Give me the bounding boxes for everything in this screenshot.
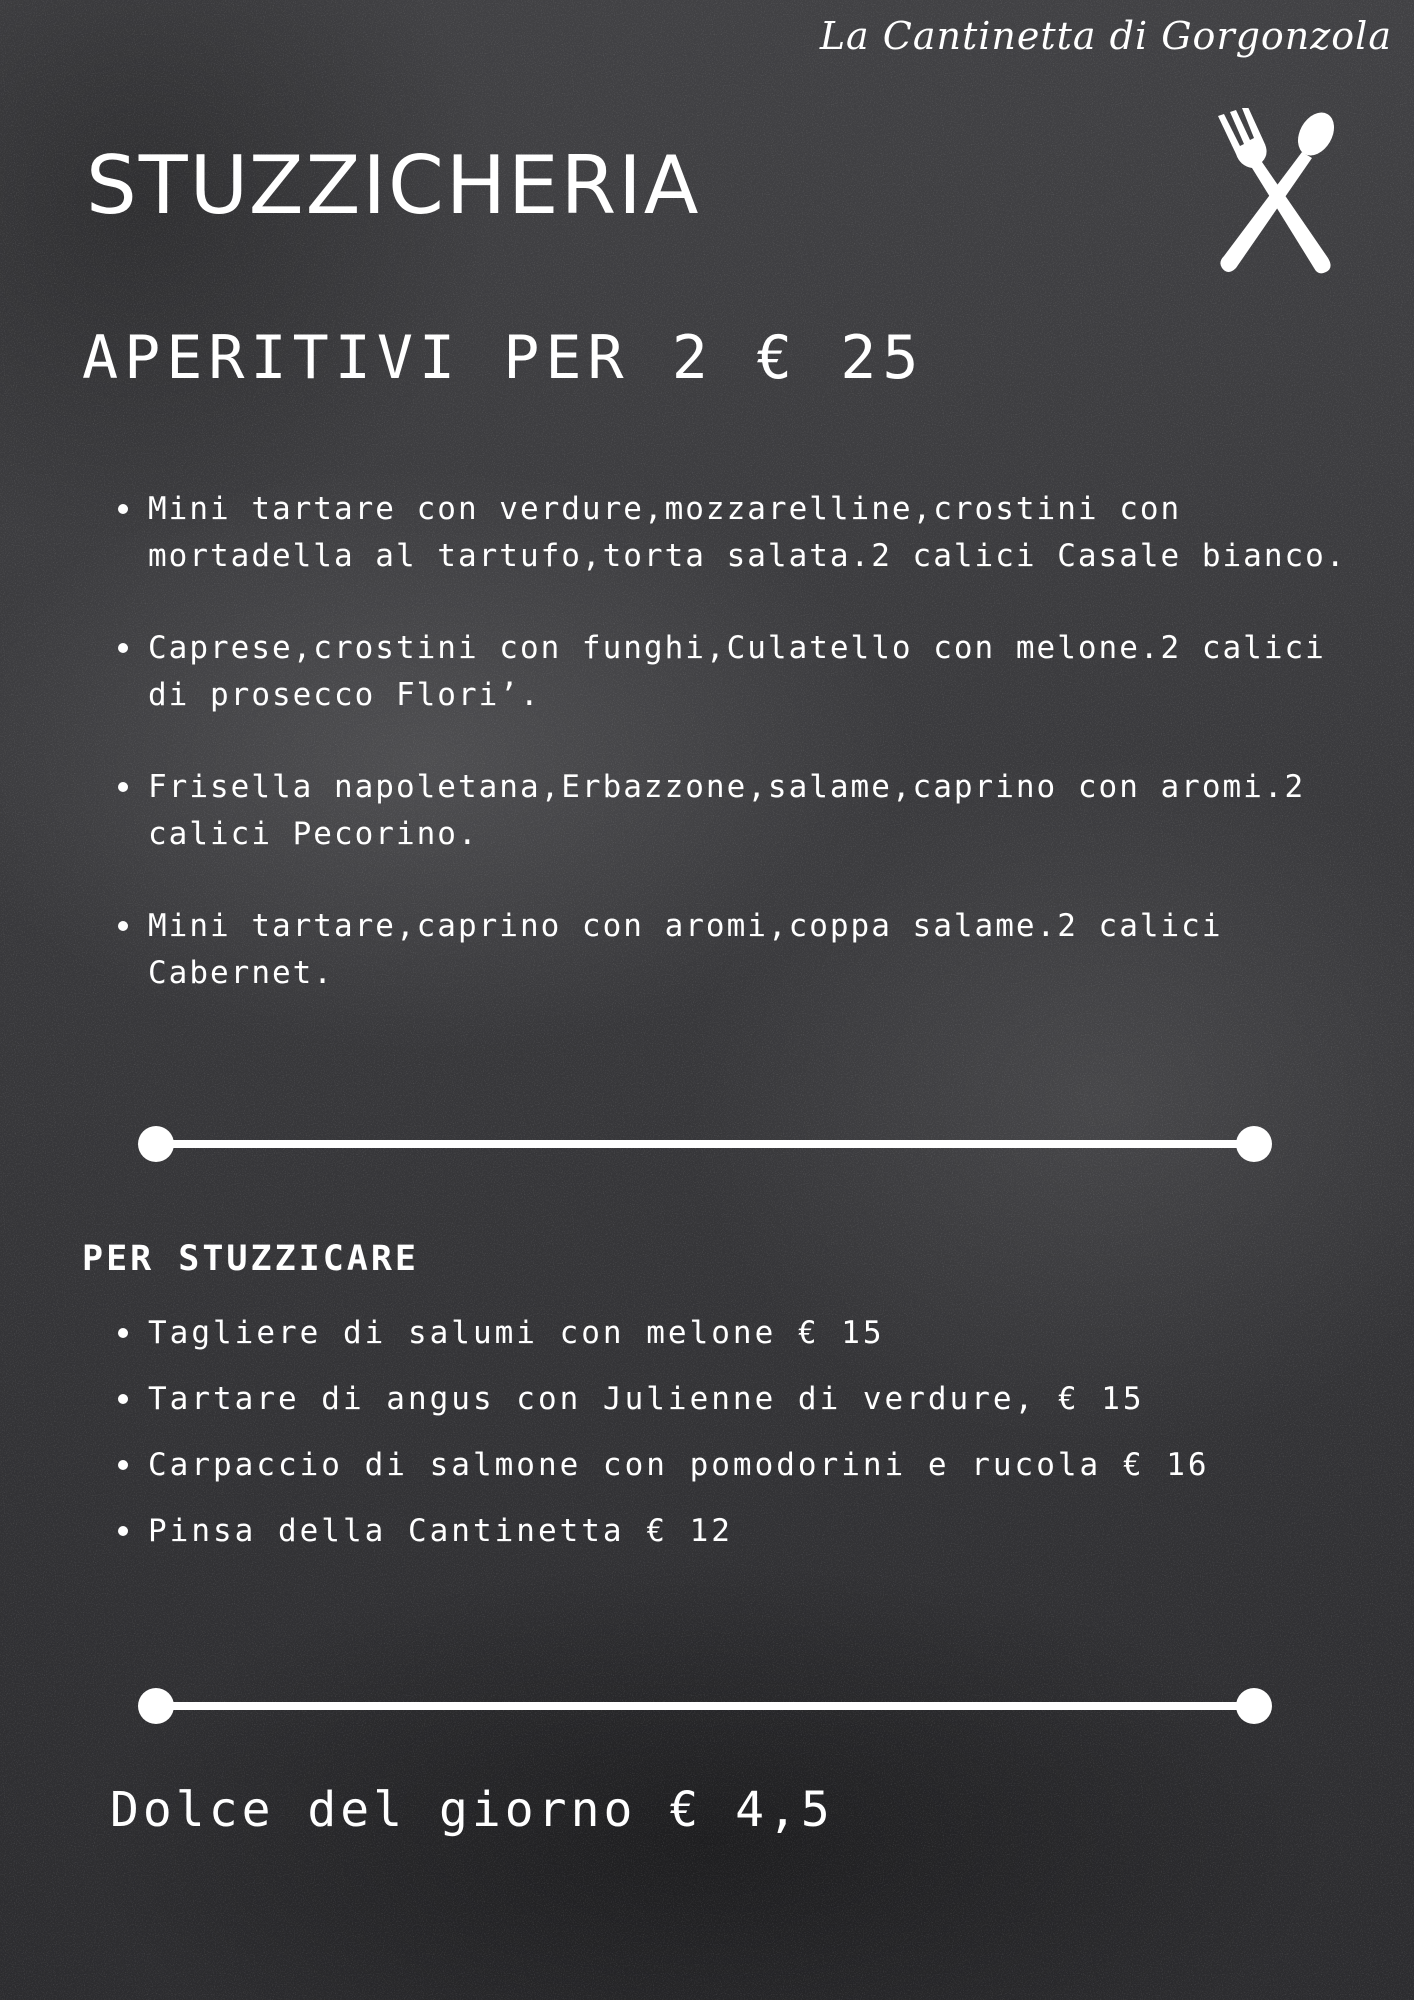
list-item: Mini tartare con verdure,mozzarelline,crostini con mortadella al tartufo,torta salata.2 calici Casale bianco. bbox=[82, 486, 1382, 579]
section-divider bbox=[156, 1688, 1254, 1724]
fork-and-spoon-icon bbox=[1212, 108, 1338, 276]
divider-line bbox=[156, 1140, 1254, 1148]
stuzzicare-list bbox=[82, 1306, 1382, 1570]
list-item: Frisella napoletana,Erbazzone,salame,caprino con aromi.2 calici Pecorino. bbox=[82, 764, 1382, 857]
dessert-of-the-day: Dolce del giorno € 4,5 bbox=[110, 1782, 834, 1838]
section-divider bbox=[156, 1126, 1254, 1162]
aperitivi-list bbox=[82, 486, 1382, 1042]
list-item: Pinsa della Cantinetta € 12 bbox=[82, 1504, 1382, 1558]
divider-endpoint bbox=[138, 1688, 174, 1724]
divider-line bbox=[156, 1702, 1254, 1710]
restaurant-logo: La Cantinetta di Gorgonzola bbox=[819, 14, 1392, 58]
divider-endpoint bbox=[138, 1126, 174, 1162]
divider-endpoint bbox=[1236, 1688, 1272, 1724]
aperitivi-heading: APERITIVI PER 2 € 25 bbox=[82, 323, 925, 393]
list-item: Mini tartare,caprino con aromi,coppa salame.2 calici Cabernet. bbox=[82, 903, 1382, 996]
stuzzicare-heading: PER STUZZICARE bbox=[82, 1239, 420, 1279]
list-item: Caprese,crostini con funghi,Culatello con melone.2 calici di prosecco Flori’. bbox=[82, 625, 1382, 718]
list-item: Tagliere di salumi con melone € 15 bbox=[82, 1306, 1382, 1360]
page-title: STUZZICHERIA bbox=[86, 139, 701, 232]
divider-endpoint bbox=[1236, 1126, 1272, 1162]
list-item: Tartare di angus con Julienne di verdure, € 15 bbox=[82, 1372, 1382, 1426]
list-item: Carpaccio di salmone con pomodorini e rucola € 16 bbox=[82, 1438, 1382, 1492]
